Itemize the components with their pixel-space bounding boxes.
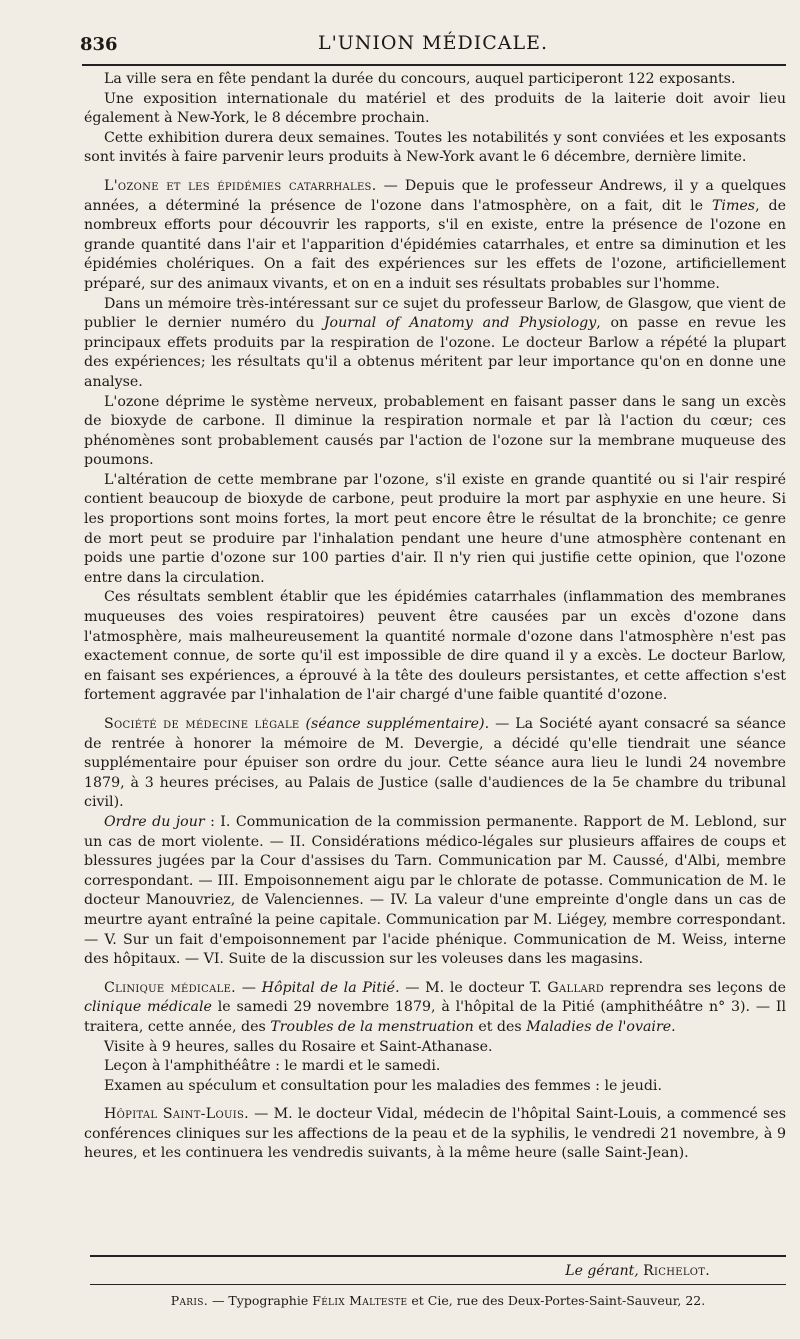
paragraph-ozone-resultats: Ces résultats semblent établir que les épidémies catarrhales (inflammation des membranes muqueuses des voies respiratoires) peuvent être causées par un excès d'ozone dans l'atmosphère, mais malheureusement la quantité normale d'ozone dans l'atmosphère n'est pas exactement connue, de sorte qu'il est impossible de dire quand il y a excès. Le docteur Barlow, en faisant ses expériences, a éprouvé à la tête des douleurs persistantes, et cette affection s'est fortement aggravée par l'inhalation de l'air chargé d'une faible quantité d'ozone.	[84, 589, 786, 704]
section-heading-ozone: L'ozone et les épidémies catarrhales.	[104, 177, 377, 194]
paragraph-barlow: Dans un mémoire très-intéressant sur ce sujet du professeur Barlow, de Glasgow, que vient de publier le dernier numéro du Journal of Anatomy and Physiology, on passe en revue les principaux effets produits par la respiration de l'ozone. Le docteur Barlow a répété la plupart des expériences; les résultats qu'il a obtenus méritent par leur importance qu'on en donne une analyse.	[84, 295, 786, 390]
footer-rule	[90, 1255, 786, 1257]
printer-line: Paris. — Typographie Félix Malteste et Cie, rue des Deux-Portes-Saint-Sauveur, 22.	[170, 1293, 706, 1308]
paragraph-ozone-nerveux: L'ozone déprime le système nerveux, probablement en faisant passer dans le sang un excès de bioxyde de carbone. Il diminue la respiration normale et par là l'action du cœur; ces phénomènes sont probablement causés par l'action de l'ozone sur la membrane muqueuse des poumons.	[84, 393, 786, 469]
times-reference: Times	[711, 197, 756, 214]
paragraph-ordre-du-jour: Ordre du jour : I. Communication de la commission permanente. Rapport de M. Leblond, sur un cas de mort violente. — II. Considérations médico-légales sur plusieurs affaires de coups et blessures jugées par la Cour d'assises du Tarn. Communication par M. Caussé, d'Albi, membre correspondant. — III. Empoisonnement aigu par le chlorate de potasse. Communication de M. le docteur Manouvriez, de Valenciennes. — IV. La valeur d'une empreinte d'ongle dans un cas de meurtre ayant entraîné la peine capitale. Communication par M. Liégey, membre correspondant. — V. Sur un fait d'empoisonnement par l'acide phénique. Communication de M. Weiss, interne des hôpitaux. — VI. Suite de la discussion sur les voleuses dans les magasins.	[84, 813, 786, 968]
section-clinique: Clinique médicale. — Hôpital de la Pitié. — M. le docteur T. Gallard reprendra ses leçons de clinique médicale le samedi 29 novembre 1879, à l'hôpital de la Pitié (amphithéâtre n° 3). — Il traitera, cette année, des Troubles de la menstruation et des Maladies de l'ovaire.	[84, 979, 786, 1035]
signature: Le gérant, Richelot.	[565, 1263, 710, 1279]
page-number: 836	[80, 34, 118, 55]
paragraph-visite: Visite à 9 heures, salles du Rosaire et Saint-Athanase.	[104, 1038, 493, 1055]
paragraph-exhibition: Cette exhibition durera deux semaines. Toutes les notabilités y sont conviées et les exposants sont invités à faire parvenir leurs produits à New-York avant le 6 décembre, dernière limite.	[84, 129, 786, 166]
journal-reference: Journal of Anatomy and Physiology	[323, 315, 597, 332]
section-saint-louis: Hôpital Saint-Louis. — M. le docteur Vidal, médecin de l'hôpital Saint-Louis, a commencé ses conférences cliniques sur les affections de la peau et de la syphilis, le vendredi 21 novembre, à 9 heures, et les continuera les vendredis suivants, à la même heure (salle Saint-Jean).	[84, 1106, 786, 1162]
section-heading-societe: Société de médecine légale	[104, 716, 300, 732]
paragraph-ozone-membrane: L'altération de cette membrane par l'ozone, s'il existe en grande quantité ou si l'air respiré contient beaucoup de bioxyde de carbone, peut produire la mort par asphyxie en une heure. Si les proportions sont moins fortes, la mort peut encore être le résultat de la bronchite; ce genre de mort peut se produire par l'inhalation pendant une heure d'une atmosphère contenant en poids une partie d'ozone sur 100 parties d'air. Il n'y rien qui justifie cette opinion, que l'ozone entre dans la circulation.	[84, 471, 786, 586]
journal-title: L'UNION MÉDICALE.	[317, 32, 549, 54]
ordre-du-jour-label: Ordre du jour	[104, 813, 205, 830]
signature-name: Richelot.	[643, 1263, 710, 1279]
paragraph-examen: Examen au spéculum et consultation pour les maladies des femmes : le jeudi.	[104, 1077, 662, 1094]
section-societe: Société de médecine légale (séance supplémentaire). — La Société ayant consacré sa séance de rentrée à honorer la mémoire de M. Devergie, a décidé qu'elle tiendrait une séance supplémentaire pour épuiser son ordre du jour. Cette séance aura lieu le lundi 24 novembre 1879, à 3 heures précises, au Palais de Justice (salle d'audiences de la 5e chambre du tribunal civil).	[84, 716, 786, 811]
paragraph-fete: La ville sera en fête pendant la durée du concours, auquel participeront 122 exposants.	[104, 71, 736, 87]
header-rule	[82, 64, 786, 66]
section-heading-saint-louis: Hôpital Saint-Louis.	[104, 1106, 249, 1123]
page-header	[80, 28, 786, 62]
section-heading-clinique: Clinique médicale.	[104, 979, 236, 996]
footer-rule-thin	[90, 1284, 786, 1285]
section-ozone: L'ozone et les épidémies catarrhales. — Depuis que le professeur Andrews, il y a quelques années, a déterminé la présence de l'ozone dans l'atmosphère, on a fait, dit le Times, de nombreux efforts pour découvrir les rapports, s'il en existe, entre la présence de l'ozone en grande quantité dans l'air et l'apparition d'épidémies catarrhales, et entre sa diminution et les épidémies cholériques. On a fait des expériences sur les effets de l'ozone, artificiellement préparé, sur des animaux vivants, et on en a induit ses résultats probables sur l'homme.	[84, 177, 787, 292]
paragraph-exposition: Une exposition internationale du matériel et des produits de la laiterie doit avoir lieu également à New-York, le 8 décembre prochain.	[84, 90, 786, 127]
paragraph-lecon: Leçon à l'amphithéâtre : le mardi et le samedi.	[104, 1058, 441, 1075]
article-body	[84, 70, 786, 1164]
